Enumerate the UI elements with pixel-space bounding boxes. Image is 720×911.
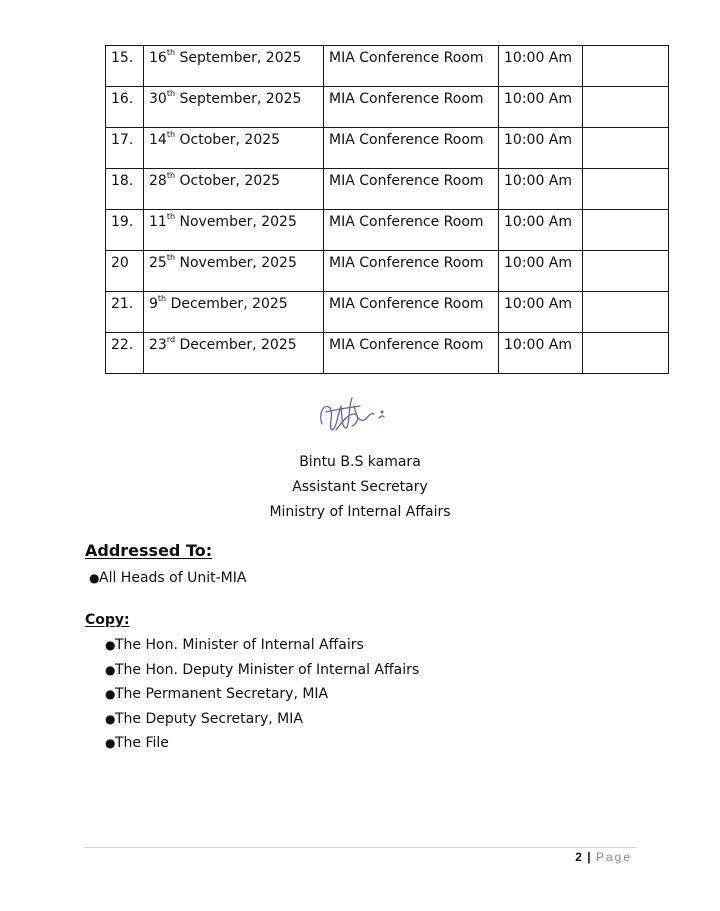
date-month-year: December, 2025 <box>175 337 297 353</box>
table-row <box>106 210 669 251</box>
bullet-icon: ● <box>105 687 116 701</box>
copy-heading: Copy: <box>85 612 130 628</box>
date-day: 28 <box>149 173 167 189</box>
date-ordinal-suffix: th <box>166 48 176 58</box>
page-separator: | <box>587 850 591 864</box>
copy-recipient-item <box>105 633 419 658</box>
date-cell <box>144 128 324 169</box>
bullet-icon: ● <box>105 638 116 652</box>
signatory-block <box>180 450 540 525</box>
row-number-cell: 18. <box>106 169 144 210</box>
venue-cell: MIA Conference Room <box>324 333 499 374</box>
footer-divider <box>84 847 637 848</box>
date-month-year: October, 2025 <box>175 132 281 148</box>
time-cell: 10:00 Am <box>499 251 583 292</box>
date-day: 25 <box>149 255 167 271</box>
schedule-table-body <box>106 46 669 374</box>
table-row <box>106 169 669 210</box>
empty-cell <box>583 128 669 169</box>
addressed-to-heading: Addressed To: <box>85 541 213 560</box>
row-number-cell: 17. <box>106 128 144 169</box>
date-day: 14 <box>149 132 167 148</box>
copy-recipient-item <box>105 731 419 756</box>
date-day: 9 <box>149 296 158 312</box>
venue-cell: MIA Conference Room <box>324 251 499 292</box>
date-cell <box>144 251 324 292</box>
time-cell: 10:00 Am <box>499 46 583 87</box>
table-row <box>106 333 669 374</box>
date-ordinal-suffix: th <box>166 253 176 263</box>
date-cell <box>144 169 324 210</box>
venue-cell: MIA Conference Room <box>324 292 499 333</box>
page-label: Page <box>595 850 632 864</box>
empty-cell <box>583 210 669 251</box>
empty-cell <box>583 46 669 87</box>
bullet-icon: ● <box>105 662 116 677</box>
empty-cell <box>583 169 669 210</box>
copy-recipient-item <box>105 682 419 707</box>
copy-recipient-item-text: The Hon. Minister of Internal Affairs <box>115 637 364 653</box>
date-month-year: November, 2025 <box>175 255 297 271</box>
row-number-cell: 20 <box>106 251 144 292</box>
date-month-year: September, 2025 <box>175 91 302 107</box>
date-cell <box>144 210 324 251</box>
table-row <box>106 46 669 87</box>
copy-recipient-item-text: The Hon. Deputy Minister of Internal Affairs <box>115 661 420 678</box>
date-cell <box>144 46 324 87</box>
copy-recipient-item-text: The Permanent Secretary, MIA <box>115 686 329 702</box>
copy-recipient-item <box>105 658 419 683</box>
table-row <box>106 292 669 333</box>
addressed-to-list <box>89 566 246 591</box>
table-row <box>106 128 669 169</box>
date-day: 16 <box>149 50 167 66</box>
time-cell: 10:00 Am <box>499 87 583 128</box>
date-month-year: September, 2025 <box>175 50 302 66</box>
venue-cell: MIA Conference Room <box>324 169 499 210</box>
time-cell: 10:00 Am <box>499 128 583 169</box>
time-cell: 10:00 Am <box>499 210 583 251</box>
signature-image <box>308 384 403 444</box>
time-cell: 10:00 Am <box>499 292 583 333</box>
row-number-cell: 16. <box>106 87 144 128</box>
signatory-ministry: Ministry of Internal Affairs <box>269 504 451 520</box>
venue-cell: MIA Conference Room <box>324 87 499 128</box>
row-number-cell: 22. <box>106 333 144 374</box>
date-ordinal-suffix: th <box>166 171 176 181</box>
copy-list <box>105 633 419 756</box>
addressee-item-text: All Heads of Unit-MIA <box>99 570 247 586</box>
venue-cell: MIA Conference Room <box>324 46 499 87</box>
table-row <box>106 87 669 128</box>
bullet-icon: ● <box>105 711 116 726</box>
signatory-name: Bintu B.S kamara <box>299 454 421 470</box>
table-row <box>106 251 669 292</box>
date-ordinal-suffix: th <box>166 212 176 222</box>
copy-recipient-item-text: The File <box>115 735 169 751</box>
date-day: 23 <box>149 337 167 353</box>
page-number: 2 <box>575 850 582 864</box>
empty-cell <box>583 251 669 292</box>
date-ordinal-suffix: th <box>166 89 176 99</box>
date-day: 11 <box>149 214 167 230</box>
row-number-cell: 21. <box>106 292 144 333</box>
time-cell: 10:00 Am <box>499 169 583 210</box>
copy-recipient-item <box>105 707 419 732</box>
date-cell <box>144 87 324 128</box>
bullet-icon: ● <box>105 736 116 750</box>
empty-cell <box>583 333 669 374</box>
date-ordinal-suffix: th <box>157 294 167 304</box>
copy-recipient-item-text: The Deputy Secretary, MIA <box>115 710 303 727</box>
date-month-year: December, 2025 <box>166 296 288 312</box>
date-cell <box>144 292 324 333</box>
signatory-title: Assistant Secretary <box>292 479 428 495</box>
date-month-year: October, 2025 <box>175 173 281 189</box>
page-footer <box>575 850 632 864</box>
empty-cell <box>583 292 669 333</box>
date-cell <box>144 333 324 374</box>
date-ordinal-suffix: th <box>166 130 176 140</box>
time-cell: 10:00 Am <box>499 333 583 374</box>
addressee-item <box>89 566 246 591</box>
date-ordinal-suffix: rd <box>166 335 176 345</box>
date-day: 30 <box>149 91 167 107</box>
empty-cell <box>583 87 669 128</box>
schedule-table <box>105 45 669 374</box>
venue-cell: MIA Conference Room <box>324 128 499 169</box>
bullet-icon: ● <box>89 571 100 585</box>
row-number-cell: 19. <box>106 210 144 251</box>
row-number-cell: 15. <box>106 46 144 87</box>
date-month-year: November, 2025 <box>175 214 297 230</box>
venue-cell: MIA Conference Room <box>324 210 499 251</box>
